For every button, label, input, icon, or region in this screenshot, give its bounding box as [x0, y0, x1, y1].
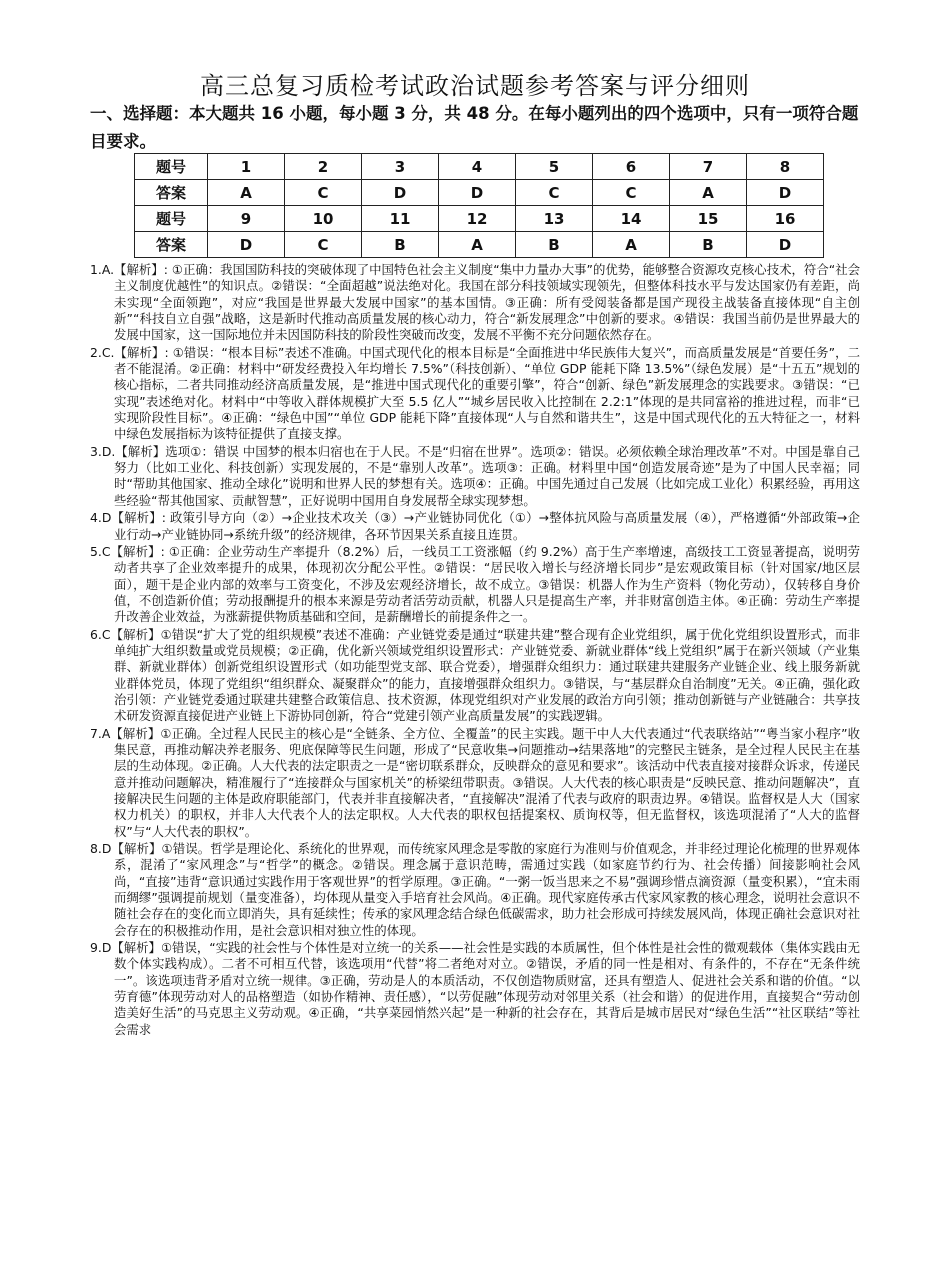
explanation-item — [90, 627, 860, 725]
answer-table-cell: 3 — [362, 154, 439, 180]
explanation-label: 7.A — [90, 725, 111, 741]
answer-table-cell: 4 — [439, 154, 516, 180]
answer-table-cell: 8 — [747, 154, 824, 180]
explanation-list — [90, 262, 860, 1039]
answer-table-header-cell: 题号 — [135, 154, 208, 180]
answer-table-cell: 10 — [285, 206, 362, 232]
answer-table-cell: D — [362, 180, 439, 206]
answer-table-row — [135, 232, 824, 258]
explanation-text: 【解析】: ①正确：企业劳动生产率提升（8.2%）后，一线员工工资涨幅（约 9.2%）高于生产率增速，高级技工工资显著提高，说明劳动者共享了企业效率提升的成果，体现初次分配公平性。②错误：“居民收入增长与经济增长同步”是宏观政策目标（针对国家/地区层面），题干是企业内部的效率与工资变化，不涉及宏观经济增长，故不成立。③错误：机器人作为生产资料（物化劳动），仅转移自身价值，不创造新价值；劳动报酬提升的根本来源是劳动者活劳动贡献，机器人只是提高生产率，并非财富创造主体。④正确：劳动生产率提升改善企业效益，为涨薪提供物质基础和空间，是薪酬增长的前提条件之一。 — [110, 543, 860, 625]
answer-table-cell: C — [285, 232, 362, 258]
answer-table-cell: D — [747, 180, 824, 206]
explanation-text: 【解析】: ①错误：“根本目标”表述不准确。中国式现代化的根本目标是“全面推进中华民族伟大复兴”，而高质量发展是“首要任务”，二者不能混淆。②正确：材料中“研发经费投入年均增长 7.5%”（科技创新）、“单位 GDP 能耗下降 13.5%”（绿色发展）是“十五五”规划的核心指标，二者共同推动经济高质量发展，是“推进中国式现代化的重要引擎”，符合“创新、绿色”新发展理念的实践要求。③错误：“已实现”表述绝对化。材料中“中等收入群体规模扩大至 5.5 亿人”“城乡居民收入比控制在 2.2:1”体现的是共同富裕的推进过程，而非“已实现阶段性目标”。④正确：“绿色中国”“单位 GDP 能耗下降”直接体现“人与自然和谐共生”，这是中国式现代化的五大特征之一，材料中绿色发展指标为该特征提供了直接支撑。 — [114, 344, 860, 442]
explanation-item — [90, 841, 860, 939]
answer-table-cell: 9 — [208, 206, 285, 232]
answer-table-cell: 1 — [208, 154, 285, 180]
explanation-item — [90, 510, 860, 543]
answer-table-cell: D — [439, 180, 516, 206]
answer-table-header-cell: 答案 — [135, 232, 208, 258]
explanation-label: 1.A. — [90, 262, 115, 277]
explanation-text: 【解析】选项①：错误 中国梦的根本归宿也在于人民。不是“归宿在世界”。选项②：错误。必须依赖全球治理改革”不对。中国是靠自己努力（比如工业化、科技创新）实现发展的，不是“靠别人改革”。选项③：正确。材料里中国“创造发展奇迹”是为了中国人民幸福；同时“帮助其他国家、推动全球化”说明和世界人民的梦想有关。选项④：正确。中国先通过自己发展（比如完成工业化）积累经验，再用这些经验“帮其他国家、贡献智慧”，正好说明中国用自身发展帮全球实现梦想。 — [114, 443, 860, 508]
answer-table-cell: 13 — [516, 206, 593, 232]
answer-table-row — [135, 206, 824, 232]
answer-table-row — [135, 154, 824, 180]
explanation-label: 3.D. — [90, 443, 116, 459]
answer-table-row — [135, 180, 824, 206]
answer-table-cell: B — [670, 232, 747, 258]
answer-table-cell: 12 — [439, 206, 516, 232]
explanation-item — [90, 262, 860, 344]
answer-table-cell: 6 — [593, 154, 670, 180]
answer-table-cell: 14 — [593, 206, 670, 232]
answer-table-cell: A — [439, 232, 516, 258]
answer-table-cell: 2 — [285, 154, 362, 180]
answer-table-cell: D — [208, 232, 285, 258]
answer-table-cell: 7 — [670, 154, 747, 180]
answer-table — [134, 153, 824, 258]
explanation-item — [90, 444, 860, 509]
answer-table-cell: A — [208, 180, 285, 206]
explanation-label: 4.D — [90, 510, 112, 526]
explanation-item — [90, 726, 860, 840]
document-title: 高三总复习质检考试政治试题参考答案与评分细则 — [200, 72, 750, 100]
section-heading: 一、选择题：本大题共 16 小题，每小题 3 分，共 48 分。在每小题列出的四个选项中，只有一项符合题目要求。 — [90, 104, 859, 151]
answer-table-cell: B — [362, 232, 439, 258]
explanation-label: 2.C. — [90, 344, 115, 360]
answer-table-cell: A — [593, 232, 670, 258]
explanation-text: 【解析】①错误“扩大了党的组织规模”表述不准确：产业链党委是通过“联建共建”整合现有企业党组织，属于优化党组织设置形式，而非单纯扩大组织数量或党员规模；②正确，优化新兴领域党组织设置形式：产业链党委、新就业群体“线上党组织”属于在新兴领域（产业集群、新就业群体）创新党组织设置形式（如功能型党支部、联合党委），增强群众组织力：通过联建共建服务产业链企业、线上服务新就业群体党员，体现了党组织“组织群众、凝聚群众”的能力，直接增强群众组织力。③错误，与“基层群众自治制度”无关。④正确，强化政治引领：产业链党委通过联建共建整合政策信息、技术资源，体现党组织对产业发展的政治方向引领；推动创新链与产业链融合：共享技术研发资源直接促进产业链上下游协同创新，符合“党建引领产业高质量发展”的实践逻辑。 — [110, 626, 860, 724]
answer-table-cell: 15 — [670, 206, 747, 232]
explanation-item — [90, 544, 860, 626]
answer-table-cell: 11 — [362, 206, 439, 232]
answer-table-cell: C — [285, 180, 362, 206]
answer-table-cell: D — [747, 232, 824, 258]
explanation-item — [90, 940, 860, 1038]
explanation-label: 6.C — [90, 626, 111, 642]
answer-table-header-cell: 题号 — [135, 206, 208, 232]
answer-table-cell: A — [670, 180, 747, 206]
explanation-label: 8.D — [90, 841, 112, 857]
explanation-text: 【解析】①错误，“实践的社会性与个体性是对立统一的关系——社会性是实践的本质属性，但个体性是社会性的微观载体（集体实践由无数个体实践构成）。二者不可相互代替，该选项用“代替”将二者绝对对立。②错误，矛盾的同一性是相对、有条件的，不存在“无条件统一”。该选项违背矛盾对立统一规律。③正确，劳动是人的本质活动，不仅创造物质财富，还具有塑造人、促进社会关系和谐的价值。“以劳育德”体现劳动对人的品格塑造（如协作精神、责任感），“以劳促融”体现劳动对邻里关系（社会和谐）的促进作用，直接契合“劳动创造美好生活”的马克思主义劳动观。④正确，“共享菜园悄然兴起”是一种新的社会存在，其背后是城市居民对“绿色生活”“社区联结”等社会需求 — [111, 940, 860, 1037]
explanation-text: 【解析】①错误。哲学是理论化、系统化的世界观，而传统家风理念是零散的家庭行为准则与价值观念，并非经过理论化梳理的世界观体系，混淆了“家风理念”与“哲学”的概念。②错误。理念属于意识范畴，需通过实践（如家庭节约行为、社会传播）间接影响社会风尚，“直接”违背“意识通过实践作用于客观世界”的哲学原理。③正确。“一粥一饭当思来之不易”强调珍惜点滴资源（量变积累），“宜未雨而绸缪”强调提前规划（量变准备），均体现从量变入手培育社会风尚。④正确。现代家庭传承古代家风家教的核心理念，说明社会意识不随社会存在的变化而立即消失，具有延续性；传承的家风理念结合绿色低碳需求，助力社会形成可持续发展风尚，体现正确社会意识对社会存在的积极推动作用，是社会意识相对独立性的体现。 — [111, 841, 860, 938]
answer-table-cell: 16 — [747, 206, 824, 232]
explanation-text: 【解析】①正确。全过程人民民主的核心是“全链条、全方位、全覆盖”的民主实践。题干中人大代表通过“代表联络站”“粤当家小程序”收集民意，再推动解决养老服务、兜底保障等民生问题，形成了“民意收集→问题推动→结果落地”的完整民主链条，是全过程人民民主在基层的生动体现。②正确。人大代表的法定职责之一是“密切联系群众，反映群众的意见和要求”。该活动中代表直接对接群众诉求，传递民意并推动问题解决，精准履行了“连接群众与国家机关”的桥梁纽带职责。③错误。人大代表的核心职责是“反映民意、推动问题解决”，直接解决民生问题的主体是政府职能部门，代表并非直接解决者，“直接解决”混淆了代表与政府的职责边界。④错误。监督权是人大（国家权力机关）的职权，并非人大代表个人的法定职权。人大代表的职权包括提案权、质询权等，但无监督权，该选项混淆了“人大的监督权”与“人大代表的职权”。 — [110, 725, 860, 839]
explanation-item — [90, 345, 860, 443]
explanation-text: 【解析】: ①正确：我国国防科技的突破体现了中国特色社会主义制度“集中力量办大事”的优势，能够整合资源攻克核心技术，符合“社会主义制度优越性”的知识点。②错误：“全面超越”说法绝对化。我国在部分科技领域实现领先，但整体科技水平与发达国家仍有差距，尚未实现“全面领跑”，对应“我国是世界最大发展中国家”的基本国情。③正确：所有受阅装备都是国产现役主战装备直接体现“自主创新”“科技自立自强”战略，这是新时代推动高质量发展的核心动力，符合“新发展理念”中创新的要求。④错误：我国当前仍是世界最大的发展中国家，这一国际地位并未因国防科技的阶段性突破而改变，发展不平衡不充分问题依然存在。 — [114, 262, 860, 343]
answer-table-cell: C — [516, 180, 593, 206]
answer-table-cell: 5 — [516, 154, 593, 180]
explanation-label: 5.C — [90, 543, 111, 559]
explanation-text: 【解析】: 政策引导方向（②）→企业技术攻关（③）→产业链协同优化（①）→整体抗风险与高质量发展（④），严格遵循“外部政策→企业行动→产业链协同→系统升级”的经济规律，各环节因果关系直接且连贯。 — [111, 510, 860, 542]
explanation-label: 9.D — [90, 940, 112, 956]
answer-table-cell: C — [593, 180, 670, 206]
answer-table-cell: B — [516, 232, 593, 258]
answer-table-header-cell: 答案 — [135, 180, 208, 206]
answer-table-body — [135, 154, 824, 258]
